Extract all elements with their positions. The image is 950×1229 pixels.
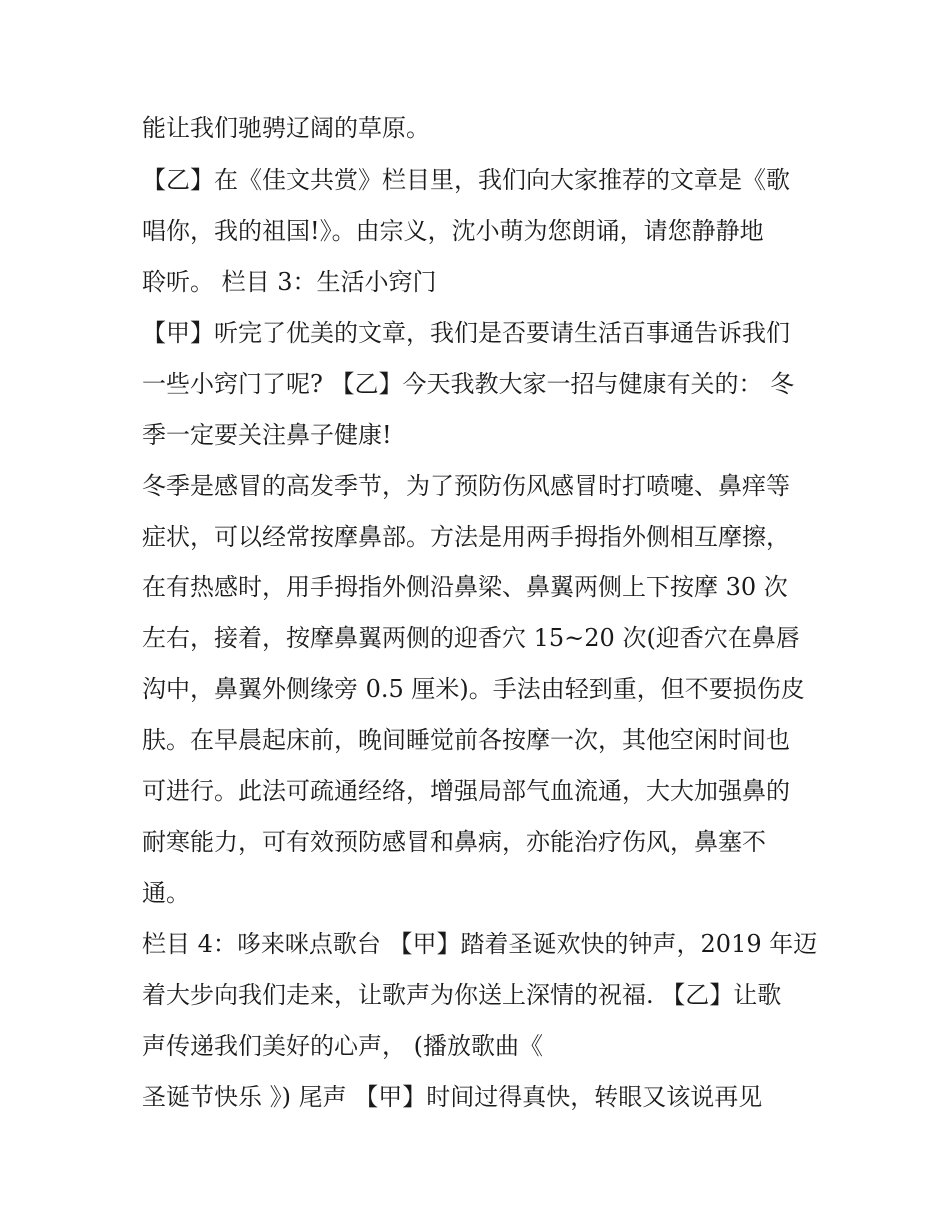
text-line: 唱你，我的祖国!》。由宗义，沈小萌为您朗诵，请您静静地 — [142, 217, 764, 245]
text-line: 【甲】听完了优美的文章，我们是否要请生活百事通告诉我们 — [142, 319, 790, 347]
text-line: 通。 — [142, 879, 190, 907]
text-line: 可进行。此法可疏通经络，增强局部气血流通，大大加强鼻的 — [142, 777, 790, 805]
text-line: 栏目 4：哆来咪点歌台 【甲】踏着圣诞欢快的钟声，2019 年迈 — [142, 930, 818, 958]
text-line: 在有热感时，用手拇指外侧沿鼻梁、鼻翼两侧上下按摩 30 次 — [142, 573, 788, 601]
text-line: 聆听。 栏目 3：生活小窍门 — [142, 268, 437, 296]
text-line: 沟中，鼻翼外侧缘旁 0.5 厘米)。手法由轻到重，但不要损伤皮 — [142, 675, 805, 703]
text-line: 声传递我们美好的心声， (播放歌曲《 — [142, 1032, 543, 1060]
text-line: 左右，接着，按摩鼻翼两侧的迎香穴 15~20 次(迎香穴在鼻唇 — [142, 624, 800, 652]
text-line: 耐寒能力，可有效预防感冒和鼻病，亦能治疗伤风，鼻塞不 — [142, 828, 766, 856]
text-line: 肤。在早晨起床前，晚间睡觉前各按摩一次，其他空闲时间也 — [142, 726, 790, 754]
text-line: 一些小窍门了呢? 【乙】今天我教大家一招与健康有关的： 冬 — [142, 370, 795, 398]
text-line: 能让我们驰骋辽阔的草原。 — [142, 114, 430, 142]
text-line: 季一定要关注鼻子健康! — [142, 421, 392, 449]
text-line: 冬季是感冒的高发季节，为了预防伤风感冒时打喷嚏、鼻痒等 — [142, 472, 790, 500]
text-line: 圣诞节快乐 》) 尾声 【甲】时间过得真快，转眼又该说再见 — [142, 1083, 763, 1111]
text-line: 症状，可以经常按摩鼻部。方法是用两手拇指外侧相互摩擦， — [142, 523, 790, 551]
text-line: 【乙】在《佳文共赏》栏目里，我们向大家推荐的文章是《歌 — [142, 166, 790, 194]
text-line: 着大步向我们走来，让歌声为你送上深情的祝福. 【乙】让歌 — [142, 981, 782, 1009]
